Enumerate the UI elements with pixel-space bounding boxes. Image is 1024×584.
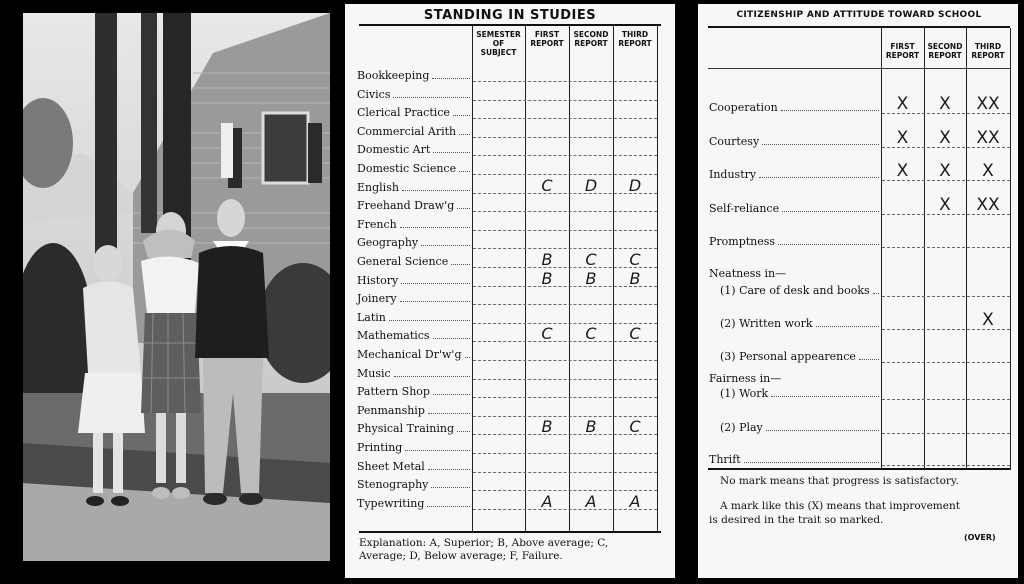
studies-row-line	[473, 211, 657, 212]
studies-row-line	[473, 453, 657, 454]
improvement-mark: X	[896, 161, 909, 181]
leader-dots	[459, 171, 470, 172]
leader-dots	[421, 245, 470, 246]
studies-card	[345, 4, 675, 578]
citizenship-row-line	[882, 296, 1010, 297]
citizenship-column-divider	[1010, 28, 1011, 470]
over-label: (OVER)	[964, 533, 996, 542]
leader-dots	[427, 506, 470, 507]
column-header-line: FIRST	[534, 30, 560, 39]
leader-dots	[781, 110, 879, 111]
subject-name: French	[357, 217, 397, 231]
trait-group-heading	[709, 371, 881, 385]
trait-name: Neatness in—	[709, 267, 787, 280]
trait-name: (2) Play	[720, 421, 763, 434]
explanation-line-2: Average; D, Below average; F, Failure.	[359, 550, 563, 562]
grade-mark: C	[629, 250, 641, 269]
grade-mark: C	[629, 417, 641, 437]
column-header-line: SECOND	[573, 30, 609, 39]
subject-row-label	[357, 310, 472, 324]
subject-name: Typewriting	[357, 496, 425, 510]
citizenship-header-line	[708, 68, 1010, 69]
subject-name: Pattern Shop	[357, 385, 430, 399]
leader-dots	[873, 293, 879, 294]
subject-name: Commercial Arith	[357, 124, 457, 138]
citizenship-row-line	[882, 247, 1010, 248]
improvement-mark: X	[982, 310, 994, 330]
studies-row-line	[473, 360, 657, 361]
studies-row-line	[473, 155, 657, 156]
subject-name: Bookkeeping	[357, 69, 430, 82]
subject-row-label	[357, 68, 472, 82]
column-header-line: SEMESTER	[476, 30, 521, 39]
citizenship-column-header	[924, 42, 966, 60]
subject-name: Freehand Draw'g	[357, 199, 455, 213]
trait-row-label	[720, 283, 881, 297]
leader-dots	[744, 462, 879, 463]
studies-row-line	[473, 118, 657, 119]
trait-name: Courtesy	[709, 135, 760, 148]
column-header-line: THIRD	[621, 30, 649, 39]
column-header-line: SECOND	[927, 42, 963, 51]
leader-dots	[401, 283, 470, 284]
subject-name: Joinery	[357, 292, 397, 306]
leader-dots	[782, 211, 879, 212]
subject-row-label	[357, 459, 472, 473]
leader-dots	[432, 78, 470, 79]
subject-name: Civics	[357, 87, 391, 101]
studies-row-line	[473, 230, 657, 231]
leader-dots	[400, 301, 470, 302]
leader-dots	[433, 338, 470, 339]
no-mark-note: No mark means that progress is satisfactory.	[720, 475, 959, 487]
studies-column-divider	[472, 26, 473, 531]
studies-column-divider	[525, 26, 526, 531]
trait-name: (3) Personal appearence	[720, 350, 856, 363]
leader-dots	[465, 357, 471, 358]
subject-row-label	[357, 198, 472, 212]
mark-meaning-line-2: is desired in the trait so marked.	[709, 514, 884, 526]
studies-column-divider	[657, 26, 658, 531]
trait-name: (1) Care of desk and books	[720, 284, 870, 297]
subject-row-label	[357, 105, 472, 119]
studies-bottom-rule	[359, 531, 661, 533]
trait-row-label	[720, 420, 881, 434]
leader-dots	[451, 264, 470, 265]
leader-dots	[431, 487, 470, 488]
mark-meaning-line-1: A mark like this (X) means that improvement	[720, 500, 960, 512]
mark-meaning-note	[709, 499, 1009, 527]
subject-row-label	[357, 291, 472, 305]
column-header-line: REPORT	[928, 51, 962, 60]
leader-dots	[457, 431, 470, 432]
column-header-line: REPORT	[574, 39, 608, 48]
studies-column-divider	[613, 26, 614, 531]
grade-mark: A	[629, 491, 641, 511]
citizenship-row-line	[882, 399, 1010, 400]
citizenship-row-line	[882, 433, 1010, 434]
subject-row-label	[357, 477, 472, 491]
trait-name: Thrift	[709, 453, 741, 466]
subject-row-label	[357, 496, 472, 510]
studies-row-line	[473, 304, 657, 305]
trait-row-label	[709, 100, 881, 114]
leader-dots	[771, 396, 879, 397]
improvement-mark: X	[939, 128, 951, 148]
studies-column-header	[613, 30, 657, 48]
leader-dots	[816, 326, 879, 327]
grade-mark: C	[541, 324, 553, 344]
citizenship-column-header	[881, 42, 924, 60]
trait-name: Industry	[709, 168, 757, 181]
subject-name: Music	[357, 366, 391, 380]
subject-row-label	[357, 421, 472, 435]
grade-mark: B	[541, 268, 553, 288]
grade-mark: D	[584, 175, 598, 195]
citizenship-column-header	[966, 42, 1010, 60]
trait-name: (2) Written work	[720, 317, 813, 330]
column-header-line: REPORT	[530, 39, 564, 48]
leader-dots	[778, 244, 879, 245]
studies-top-rule	[359, 24, 661, 26]
trait-row-label	[709, 134, 881, 148]
subject-row-label	[357, 254, 472, 268]
column-header-line: REPORT	[971, 51, 1005, 60]
subject-row-label	[357, 235, 472, 249]
trait-name: Promptness	[709, 235, 776, 248]
explanation-line-1: Explanation: A, Superior; B, Above average; C,	[359, 537, 609, 549]
studies-row-line	[473, 472, 657, 473]
citizenship-card	[698, 4, 1018, 578]
citizenship-title: CITIZENSHIP AND ATTITUDE TOWARD SCHOOL	[736, 10, 982, 20]
subject-name: Geography	[357, 236, 419, 250]
subject-name: Stenography	[357, 478, 429, 492]
leader-dots	[433, 394, 470, 395]
subject-name: Domestic Science	[357, 162, 457, 175]
subject-row-label	[357, 180, 472, 194]
subject-name: Latin	[357, 310, 386, 324]
improvement-mark: X	[982, 161, 994, 181]
subject-name: Penmanship	[357, 403, 425, 417]
subject-name: Physical Training	[357, 422, 454, 436]
studies-column-divider	[569, 26, 570, 531]
trait-name: Cooperation	[709, 101, 778, 114]
subject-row-label	[357, 328, 472, 342]
studies-title: STANDING IN STUDIES	[423, 8, 597, 23]
column-header-line: SUBJECT	[480, 48, 517, 57]
studies-row-line	[473, 379, 657, 380]
improvement-mark: X	[939, 195, 951, 215]
subject-name: History	[357, 273, 399, 287]
column-header-line: FIRST	[890, 42, 915, 51]
studies-row-line	[473, 100, 657, 101]
subject-name: Domestic Art	[357, 143, 431, 157]
grade-mark: B	[585, 417, 597, 437]
trait-name: Fairness in—	[709, 372, 782, 385]
leader-dots	[453, 115, 470, 116]
subject-row-label	[357, 273, 472, 287]
citizenship-row-line	[882, 465, 1010, 466]
grade-mark: A	[585, 491, 597, 511]
trait-group-heading	[709, 266, 881, 280]
trait-row-label	[709, 167, 881, 181]
trait-row-label	[709, 201, 881, 215]
subject-name: English	[357, 180, 399, 194]
subject-name: Clerical Practice	[357, 106, 450, 120]
trait-row-label	[720, 316, 881, 330]
subject-name: Sheet Metal	[357, 459, 425, 473]
column-header-line: THIRD	[974, 42, 1002, 51]
leader-dots	[393, 97, 470, 98]
column-header-line: REPORT	[885, 51, 920, 60]
leader-dots	[859, 359, 879, 360]
subject-name: Mechanical Dr'w'g	[357, 348, 462, 361]
subject-row-label	[357, 440, 472, 454]
leader-dots	[428, 413, 470, 414]
studies-column-header	[569, 30, 613, 48]
grade-mark: C	[585, 324, 597, 344]
subject-row-label	[357, 161, 472, 175]
grade-explanation	[359, 537, 659, 563]
trait-row-label	[709, 234, 881, 248]
leader-dots	[457, 208, 470, 209]
subject-row-label	[357, 347, 472, 361]
improvement-mark: X	[939, 161, 951, 181]
leader-dots	[394, 376, 470, 377]
leader-dots	[402, 190, 470, 191]
grade-mark: B	[541, 417, 553, 437]
studies-row-line	[473, 397, 657, 398]
grade-mark: B	[585, 268, 597, 288]
leader-dots	[400, 227, 470, 228]
leader-dots	[433, 152, 470, 153]
subject-row-label	[357, 142, 472, 156]
grade-mark: C	[629, 324, 641, 344]
leader-dots	[405, 450, 470, 451]
leader-dots	[762, 144, 879, 145]
subject-row-label	[357, 384, 472, 398]
subject-row-label	[357, 403, 472, 417]
trait-row-label	[720, 386, 881, 400]
grade-mark: A	[541, 491, 553, 511]
leader-dots	[759, 177, 879, 178]
subject-row-label	[357, 124, 472, 138]
trait-name: (1) Work	[720, 387, 769, 400]
studies-column-header	[472, 30, 525, 57]
improvement-mark: X	[896, 94, 909, 114]
citizenship-top-rule	[708, 26, 1010, 28]
subject-row-label	[357, 366, 472, 380]
grade-mark: B	[629, 268, 641, 288]
grade-mark: C	[585, 250, 597, 269]
subject-row-label	[357, 217, 472, 231]
column-header-line: OF	[492, 39, 505, 48]
studies-column-header	[525, 30, 569, 48]
citizenship-bottom-rule	[708, 468, 1010, 470]
improvement-mark: X	[896, 128, 909, 148]
improvement-mark: XX	[976, 195, 1000, 215]
trait-row-label	[720, 349, 881, 363]
improvement-mark: XX	[976, 128, 1000, 148]
improvement-mark: XX	[976, 94, 1000, 114]
leader-dots	[389, 320, 470, 321]
family-photo	[23, 13, 330, 561]
leader-dots	[459, 134, 470, 135]
leader-dots	[766, 430, 879, 431]
subject-name: Mathematics	[357, 329, 430, 343]
trait-row-label	[709, 452, 881, 466]
improvement-mark: X	[939, 94, 951, 114]
subject-name: General Science	[357, 255, 449, 268]
subject-row-label	[357, 87, 472, 101]
column-header-line: REPORT	[618, 39, 652, 48]
citizenship-row-line	[882, 362, 1010, 363]
leader-dots	[428, 469, 470, 470]
studies-row-line	[473, 81, 657, 82]
grade-mark: B	[541, 250, 553, 269]
studies-row-line	[473, 137, 657, 138]
trait-name: Self-reliance	[709, 202, 780, 215]
grade-mark: C	[541, 175, 553, 195]
subject-name: Printing	[357, 441, 403, 454]
grade-mark: D	[628, 175, 642, 195]
citizenship-column-divider	[966, 28, 967, 470]
